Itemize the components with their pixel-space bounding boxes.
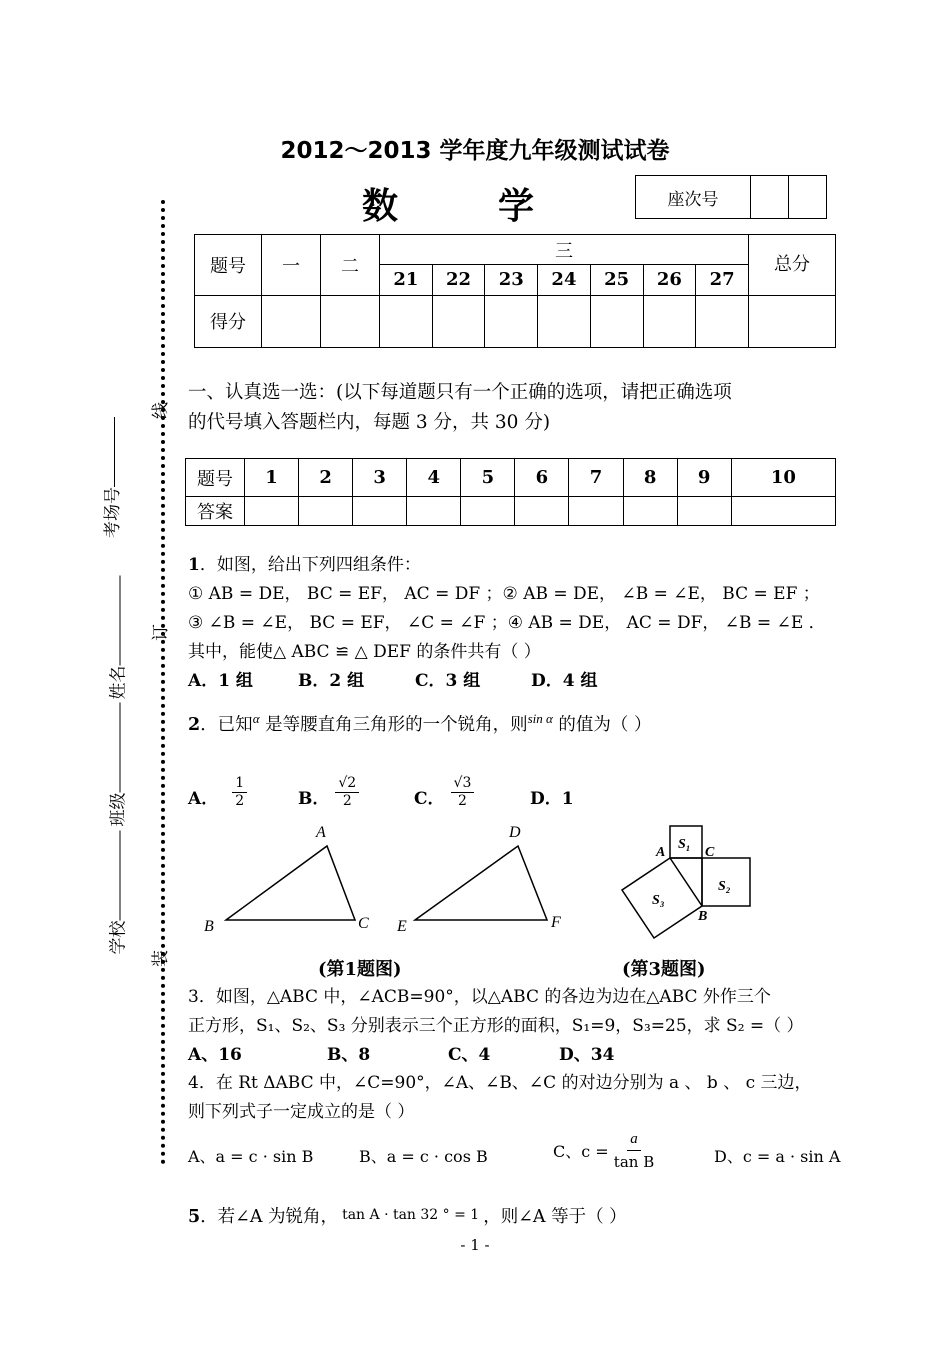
answer-num-4: 4	[407, 459, 461, 497]
q2-option-b-num: √2	[335, 775, 359, 793]
answer-num-3: 3	[353, 459, 407, 497]
score-row2-label: 得分	[195, 295, 262, 347]
label-sq-c: C	[705, 845, 715, 860]
exam-room-label: 考场号	[103, 487, 123, 538]
label-d: D	[509, 824, 521, 841]
name-field[interactable]	[104, 576, 129, 700]
label-c: C	[358, 915, 369, 932]
answer-num-1: 1	[245, 459, 299, 497]
q4-option-b[interactable]: B、a = c · cos B	[359, 1147, 488, 1166]
q4-line1: 4．在 Rt ΔABC 中，∠C=90°，∠A、∠B、∠C 的对边分别为 a 、 b 、 c 三边，	[188, 1073, 812, 1093]
question-3	[188, 983, 853, 1070]
score-total: 总分	[749, 235, 836, 296]
exam-room-field[interactable]	[98, 417, 123, 538]
score-sub-26: 26	[643, 265, 696, 295]
score-sub-23: 23	[485, 265, 538, 295]
score-cell[interactable]	[432, 295, 485, 347]
q4-option-c[interactable]	[553, 1128, 654, 1173]
q2-option-c-den: 2	[457, 793, 467, 809]
answer-cell[interactable]	[461, 497, 515, 526]
answer-cell[interactable]	[245, 497, 299, 526]
seat-cell-1[interactable]	[751, 176, 789, 219]
score-table	[194, 234, 836, 348]
score-row1-label: 题号	[195, 235, 262, 296]
q4-line2: 则下列式子一定成立的是（ ）	[188, 1102, 415, 1122]
q2-option-c-num: √3	[451, 775, 475, 793]
question-2	[188, 711, 848, 736]
triangle-def	[415, 846, 547, 920]
q1-option-a[interactable]: A．1 组	[188, 671, 253, 691]
score-sec-1: 一	[262, 235, 321, 296]
answer-num-10: 10	[731, 459, 835, 497]
label-s1: S₁	[678, 837, 691, 852]
score-sub-25: 25	[590, 265, 643, 295]
school-label: 学校	[108, 920, 129, 955]
score-sub-21: 21	[380, 265, 433, 295]
figures	[190, 820, 790, 945]
answer-cell[interactable]	[299, 497, 353, 526]
q1-conditions-line1: ① AB = DE， BC = EF， AC = DF ；② AB = DE， ∠B = ∠E， BC = EF ；	[188, 584, 820, 604]
q5-number: 5	[188, 1207, 201, 1227]
score-cell[interactable]	[696, 295, 749, 347]
triangle-abc	[226, 846, 355, 920]
q1-number: 1	[188, 555, 200, 575]
q3-option-b[interactable]: B、8	[327, 1045, 371, 1065]
squares-figure	[622, 826, 750, 938]
answer-num-9: 9	[677, 459, 731, 497]
q2-number: 2	[188, 715, 201, 735]
q4-options	[188, 1128, 853, 1184]
q3-line1: 3．如图，△ABC 中，∠ACB=90°，以△ABC 的各边为边在△ABC 外作三个	[188, 987, 771, 1007]
answer-cell[interactable]	[515, 497, 569, 526]
answer-num-8: 8	[623, 459, 677, 497]
class-underline	[118, 703, 120, 793]
q5-formula: tan A · tan 32 ° = 1	[342, 1207, 480, 1223]
seat-cell-2[interactable]	[789, 176, 827, 219]
answer-cell[interactable]	[623, 497, 677, 526]
score-sub-27: 27	[696, 265, 749, 295]
q3-option-a[interactable]: A、16	[188, 1045, 242, 1065]
answer-num-7: 7	[569, 459, 623, 497]
score-cell[interactable]	[590, 295, 643, 347]
name-label: 姓名	[108, 665, 129, 700]
binding-ding: 订	[151, 624, 171, 641]
score-cell[interactable]	[538, 295, 591, 347]
q2-option-b-label: B．	[298, 789, 330, 809]
subject-char-1: 数	[362, 185, 401, 227]
answer-num-2: 2	[299, 459, 353, 497]
label-b: B	[204, 918, 214, 935]
q1-conditions-line2: ③ ∠B = ∠E， BC = EF， ∠C = ∠F ；④ AB = DE， AC = DF， ∠B = ∠E ．	[188, 613, 826, 633]
q2-options	[188, 770, 608, 822]
q2-option-a-den: 2	[235, 793, 245, 809]
name-underline	[118, 576, 120, 666]
q1-option-b[interactable]: B．2 组	[298, 671, 365, 691]
label-sq-a: A	[656, 845, 666, 860]
q2-text-b: 是等腰直角三角形的一个锐角，则	[259, 715, 528, 735]
section1-heading	[188, 378, 732, 438]
answer-num-5: 5	[461, 459, 515, 497]
q3-line2: 正方形，S₁、S₂、S₃ 分别表示三个正方形的面积，S₁=9，S₃=25，求 S₂ =（ ）	[188, 1016, 804, 1036]
q2-option-a-label: A．	[188, 789, 219, 809]
label-f: F	[551, 914, 561, 931]
caption-figure-3: (第3题图)	[622, 959, 706, 980]
answer-cell[interactable]	[569, 497, 623, 526]
school-field[interactable]	[104, 831, 129, 955]
q3-option-c[interactable]: C、4	[448, 1045, 491, 1065]
answer-table	[185, 458, 836, 526]
exam-room-underline	[113, 417, 115, 487]
q4-option-a[interactable]: A、a = c · sin B	[188, 1147, 314, 1166]
score-cell[interactable]	[643, 295, 696, 347]
seat-label: 座次号	[636, 176, 751, 219]
question-1	[188, 551, 848, 696]
score-sub-24: 24	[538, 265, 591, 295]
school-underline	[118, 831, 120, 921]
subject-char-2: 学	[498, 185, 537, 227]
q2-option-a-num: 1	[232, 775, 247, 793]
binding-zhuang: 装	[151, 950, 171, 967]
answer-cell[interactable]	[407, 497, 461, 526]
label-sq-b: B	[698, 909, 708, 924]
section1-line2: 的代号填入答题栏内，每题 3 分，共 30 分)	[188, 412, 551, 433]
score-cell[interactable]	[485, 295, 538, 347]
answer-num-6: 6	[515, 459, 569, 497]
triangle-abc-figure	[204, 824, 369, 935]
answer-cell[interactable]	[353, 497, 407, 526]
class-field[interactable]	[104, 703, 129, 827]
q2-option-c[interactable]	[414, 775, 474, 810]
score-cell[interactable]	[321, 295, 380, 347]
q2-sin-alpha: sin α	[527, 711, 553, 727]
q2-option-b[interactable]	[298, 775, 359, 810]
page-number: - 1 -	[460, 1236, 490, 1254]
q2-option-b-den: 2	[342, 793, 352, 809]
score-cell[interactable]	[749, 295, 836, 347]
q2-text-a: ．已知	[200, 715, 253, 735]
q1-option-c[interactable]: C．3 组	[415, 671, 481, 691]
score-cell[interactable]	[380, 295, 433, 347]
binding-dotted-line	[161, 200, 165, 1165]
q2-option-a[interactable]	[188, 775, 247, 810]
q4-option-c-prefix: C、c =	[553, 1142, 609, 1161]
score-cell[interactable]	[262, 295, 321, 347]
q4-option-c-num: a	[627, 1128, 641, 1151]
binding-xian: 线	[151, 402, 171, 419]
label-s3: S₃	[652, 893, 665, 908]
q1-option-d[interactable]: D．4 组	[531, 671, 598, 691]
q2-option-c-label: C．	[414, 789, 445, 809]
q2-text-c: 的值为（ ）	[552, 715, 652, 735]
answer-cell[interactable]	[731, 497, 835, 526]
answer-row2-label: 答案	[186, 497, 245, 526]
score-sec-2: 二	[321, 235, 380, 296]
q2-alpha: α	[252, 711, 260, 727]
q2-option-d[interactable]: D．1	[530, 789, 574, 809]
q4-option-c-den: tan B	[613, 1153, 655, 1171]
score-sub-22: 22	[432, 265, 485, 295]
label-a: A	[316, 824, 326, 841]
question-5	[188, 1203, 848, 1228]
score-sec-3: 三	[380, 235, 749, 265]
seat-number-box	[635, 175, 827, 219]
answer-row1-label: 题号	[186, 459, 245, 497]
q4-option-d[interactable]: D、c = a · sin A	[714, 1147, 841, 1166]
q3-option-d[interactable]: D、34	[559, 1045, 615, 1065]
q5-text-a: ．若∠A 为锐角，	[200, 1207, 339, 1227]
caption-figure-1: (第1题图)	[318, 959, 402, 980]
answer-cell[interactable]	[677, 497, 731, 526]
label-e: E	[397, 918, 407, 935]
section1-line1: 一、认真选一选：(以下每道题只有一个正确的选项，请把正确选项	[188, 382, 732, 403]
exam-title: 2012～2013 学年度九年级测试试卷	[280, 138, 670, 164]
triangle-def-figure	[396, 824, 561, 935]
class-label: 班级	[108, 792, 129, 827]
question-4	[188, 1069, 853, 1127]
q1-intro: ．如图，给出下列四组条件：	[199, 555, 421, 575]
q5-text-b: ，则∠A 等于（ ）	[483, 1207, 627, 1227]
q1-question: 其中，能使△ ABC ≌ △ DEF 的条件共有（ ）	[188, 642, 541, 662]
label-s2: S₂	[718, 879, 731, 894]
